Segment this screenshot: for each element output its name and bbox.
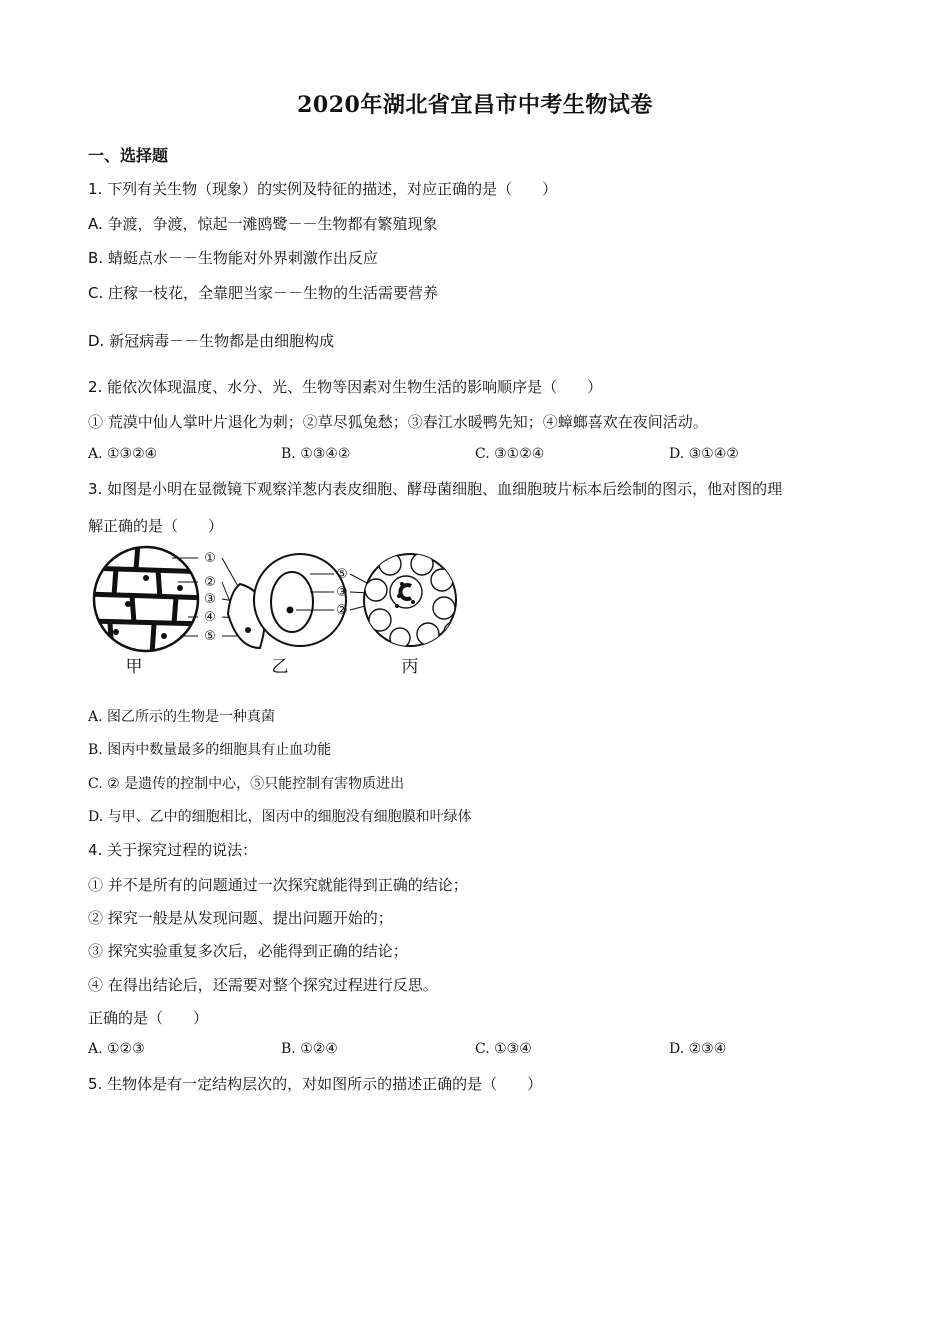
question-1-option-b: B. 蜻蜓点水－－生物能对外界刺激作出反应 bbox=[88, 249, 378, 267]
question-2-option-c: C. ③①②④ bbox=[475, 446, 545, 462]
label-jia: ④ bbox=[204, 610, 216, 625]
section-heading: 一、选择题 bbox=[88, 146, 169, 165]
label-jia: ③ bbox=[204, 592, 216, 607]
question-3-stem: 3. 如图是小明在显微镜下观察洋葱内表皮细胞、酵母菌细胞、血细胞玻片标本后绘制的图示，他对图的理 bbox=[88, 480, 783, 498]
question-4-stem: 4. 关于探究过程的说法： bbox=[88, 841, 258, 859]
question-4-ask: 正确的是（ ） bbox=[88, 1009, 209, 1027]
question-2-statements: ① 荒漠中仙人掌叶片退化为刺；②草尽狐兔愁；③春江水暖鸭先知；④蟑螂喜欢在夜间活动。 bbox=[88, 413, 708, 431]
question-4-statement: ③ 探究实验重复多次后，必能得到正确的结论； bbox=[88, 942, 408, 960]
yeast-cell-figure bbox=[254, 554, 346, 646]
question-3-option-c: C. ② 是遗传的控制中心，⑤只能控制有害物质进出 bbox=[88, 776, 405, 792]
question-4-option-c: C. ①③④ bbox=[475, 1041, 532, 1057]
question-4-option-b: B. ①②④ bbox=[281, 1041, 338, 1057]
question-4-statement: ① 并不是所有的问题通过一次探究就能得到正确的结论； bbox=[88, 876, 468, 894]
label-yi: ② bbox=[336, 603, 348, 618]
question-4-option-d: D. ②③④ bbox=[669, 1041, 727, 1057]
question-4-statement: ④ 在得出结论后，还需要对整个探究过程进行反思。 bbox=[88, 976, 438, 994]
question-2-option-d: D. ③①④② bbox=[669, 446, 739, 462]
question-3-option-b: B. 图丙中数量最多的细胞具有止血功能 bbox=[88, 742, 332, 758]
question-2-option-a: A. ①③②④ bbox=[88, 446, 158, 462]
caption-jia: 甲 bbox=[125, 657, 143, 677]
blood-cells-figure bbox=[364, 553, 464, 648]
question-4-option-a: A. ①②③ bbox=[88, 1041, 145, 1057]
label-yi: ⑤ bbox=[336, 567, 348, 582]
question-3-stem-continued: 解正确的是（ ） bbox=[88, 517, 224, 535]
question-2-option-b: B. ①③④② bbox=[281, 446, 351, 462]
label-jia: ① bbox=[204, 551, 216, 566]
label-yi: ③ bbox=[336, 585, 348, 600]
label-jia: ⑤ bbox=[204, 629, 216, 644]
question-3-option-a: A. 图乙所示的生物是一种真菌 bbox=[88, 709, 276, 725]
caption-bing: 丙 bbox=[401, 657, 419, 677]
caption-yi: 乙 bbox=[271, 657, 289, 677]
cell-diagram bbox=[88, 544, 468, 684]
question-2-stem: 2. 能依次体现温度、水分、光、生物等因素对生物生活的影响顺序是（ ） bbox=[88, 378, 603, 396]
question-1-option-d: D. 新冠病毒－－生物都是由细胞构成 bbox=[88, 332, 335, 350]
label-jia: ② bbox=[204, 575, 216, 590]
question-1-option-c: C. 庄稼一枝花，全靠肥当家－－生物的生活需要营养 bbox=[88, 284, 439, 302]
page-title: 2020年湖北省宜昌市中考生物试卷 bbox=[297, 92, 653, 118]
question-3-option-d: D. 与甲、乙中的细胞相比，图丙中的细胞没有细胞膜和叶绿体 bbox=[88, 809, 472, 825]
question-5-stem: 5. 生物体是有一定结构层次的，对如图所示的描述正确的是（ ） bbox=[88, 1075, 543, 1093]
question-1-stem: 1. 下列有关生物（现象）的实例及特征的描述，对应正确的是（ ） bbox=[88, 180, 558, 198]
question-4-statement: ② 探究一般是从发现问题、提出问题开始的； bbox=[88, 909, 393, 927]
question-1-option-a: A. 争渡，争渡，惊起一滩鸥鹭－－生物都有繁殖现象 bbox=[88, 215, 438, 233]
